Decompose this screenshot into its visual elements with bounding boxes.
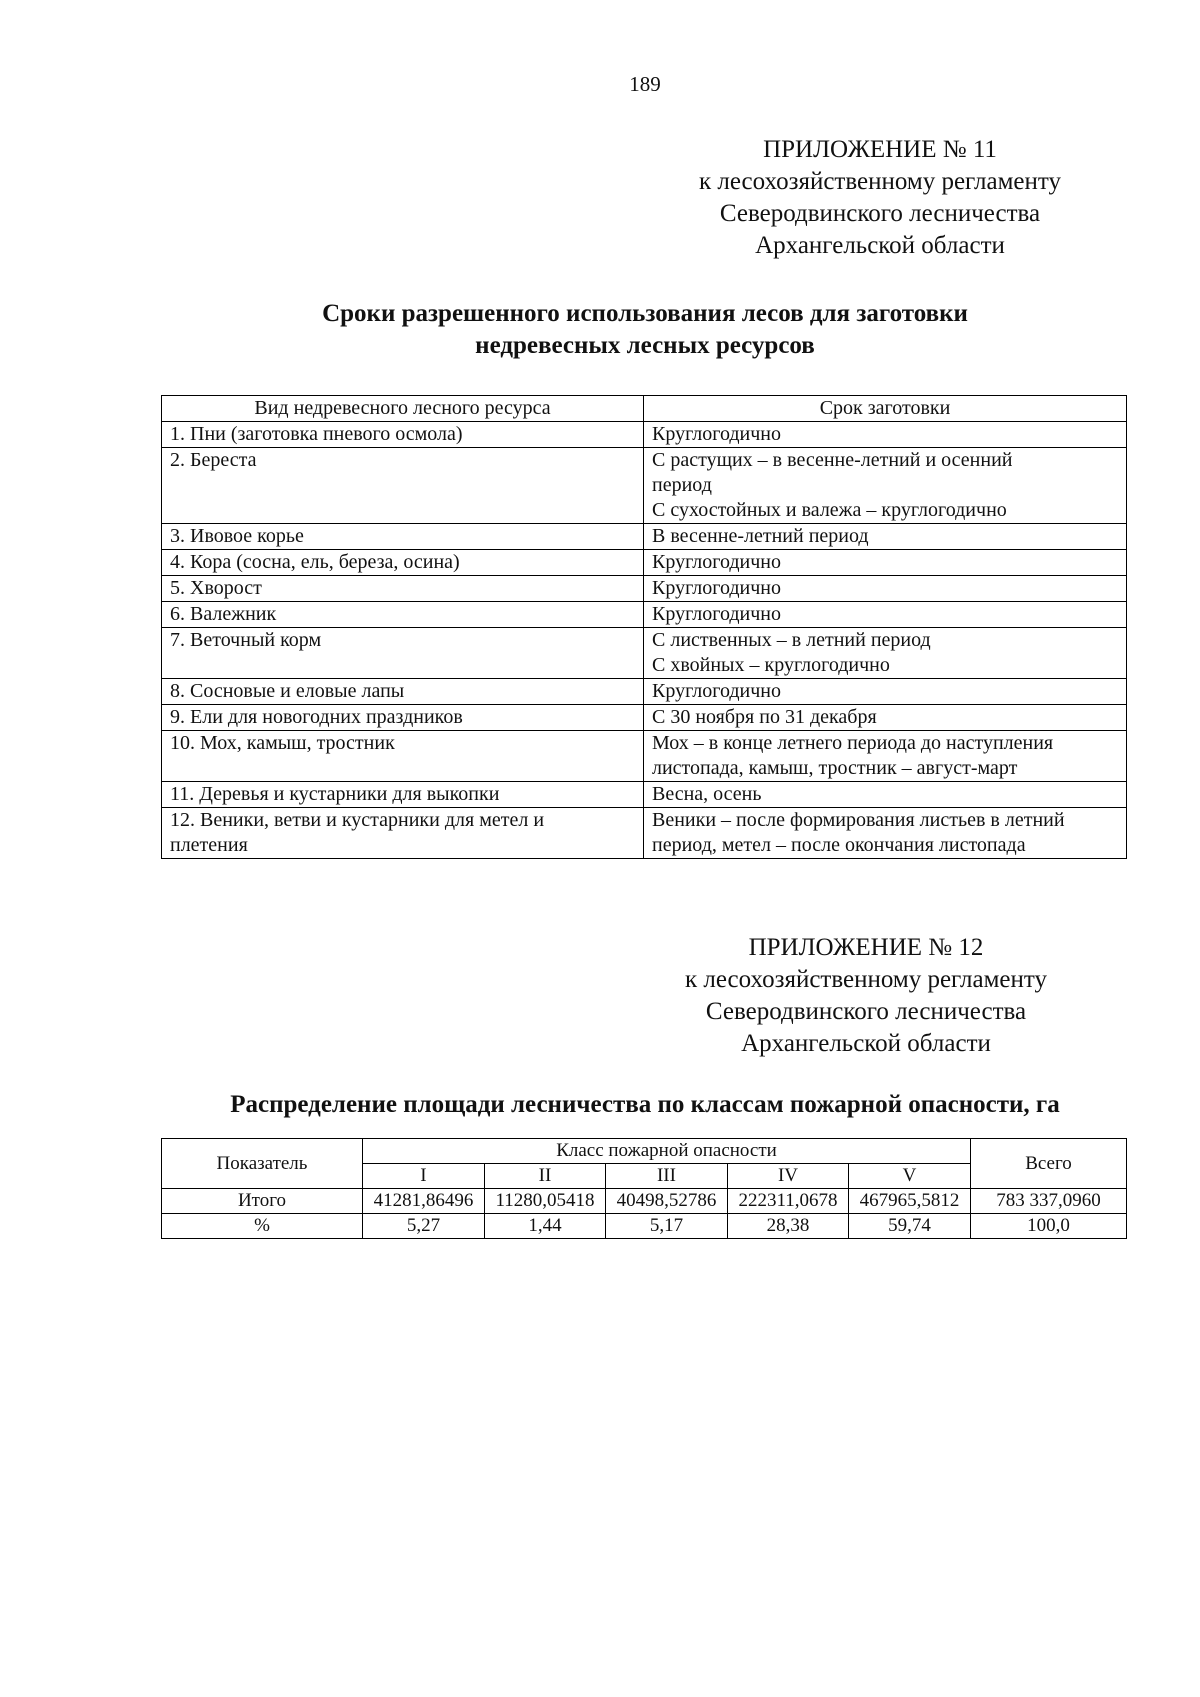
table-11-title-line: Сроки разрешенного использования лесов для заготовки [322, 300, 968, 327]
resource-cell [162, 524, 644, 550]
resource-cell [162, 422, 644, 448]
table-11-title-line: недревесных лесных ресурсов [475, 332, 815, 359]
appendix-12-line: Северодвинского лесничества [705, 998, 1027, 1025]
table-11-title [0, 298, 1200, 362]
term-cell-line: период [652, 474, 712, 496]
column-header-resource: Вид недревесного лесного ресурса [162, 396, 644, 422]
term-cell [644, 576, 1127, 602]
resource-cell-line: 9. Ели для новогодних праздников [170, 706, 463, 728]
table-row [162, 808, 1127, 859]
value-cell: 40498,52786 [606, 1189, 728, 1214]
appendix-11-line: Архангельской области [755, 232, 1005, 259]
total-cell: 783 337,0960 [971, 1189, 1127, 1214]
table-row [162, 524, 1127, 550]
table-11-body [162, 422, 1127, 859]
term-cell-line: Круглогодично [652, 423, 782, 445]
term-cell [644, 602, 1127, 628]
table-12-body [162, 1189, 1127, 1239]
table-12-title: Распределение площади лесничества по классам пожарной опасности, га [230, 1091, 1060, 1118]
resource-cell-line: 1. Пни (заготовка пневого осмола) [170, 423, 463, 445]
class-iii-header: III [606, 1164, 728, 1189]
table-row [162, 705, 1127, 731]
resource-cell-line: 4. Кора (сосна, ель, береза, осина) [170, 551, 460, 573]
term-cell-line: Весна, осень [652, 783, 762, 805]
column-header-term: Срок заготовки [644, 396, 1127, 422]
table-row [162, 1214, 1127, 1239]
term-cell [644, 731, 1127, 782]
value-cell: 59,74 [849, 1214, 971, 1239]
table-row [162, 448, 1127, 524]
page-number: 189 [629, 72, 661, 96]
class-iv-header: IV [727, 1164, 848, 1189]
term-cell-line: Веники – после формирования листьев в летний [652, 809, 1065, 831]
table-row [162, 679, 1127, 705]
term-cell-line: С хвойных – круглогодично [652, 654, 890, 676]
resource-cell-line: плетения [170, 834, 248, 856]
resource-cell-line: 3. Ивовое корье [170, 525, 304, 547]
term-cell [644, 628, 1127, 679]
term-cell-line: Мох – в конце летнего периода до наступления [652, 732, 1054, 754]
total-cell: 100,0 [971, 1214, 1127, 1239]
table-row [162, 602, 1127, 628]
resource-cell [162, 448, 644, 524]
term-cell [644, 524, 1127, 550]
table-row [162, 422, 1127, 448]
resource-cell-line: 8. Сосновые и еловые лапы [170, 680, 405, 702]
table-row [162, 731, 1127, 782]
resource-cell [162, 731, 644, 782]
class-v-header: V [849, 1164, 971, 1189]
term-cell-line: С 30 ноября по 31 декабря [652, 706, 877, 728]
row-label-cell: % [162, 1214, 363, 1239]
appendix-12-line: Архангельской области [741, 1030, 991, 1057]
term-cell-line: С растущих – в весенне-летний и осенний [652, 449, 1013, 471]
class-i-header: I [363, 1164, 485, 1189]
term-cell [644, 808, 1127, 859]
appendix-11-label: ПРИЛОЖЕНИЕ № 11 [763, 136, 997, 163]
fire-danger-table [161, 1138, 1127, 1239]
row-label-cell: Итого [162, 1189, 363, 1214]
value-cell: 11280,05418 [484, 1189, 605, 1214]
resource-cell [162, 808, 644, 859]
appendix-11-line: Северодвинского лесничества [719, 200, 1041, 227]
total-header: Всего [971, 1139, 1127, 1189]
term-cell [644, 422, 1127, 448]
value-cell: 467965,5812 [849, 1189, 971, 1214]
value-cell: 5,17 [606, 1214, 728, 1239]
resource-cell-line: 6. Валежник [170, 603, 277, 625]
class-header: Класс пожарной опасности [363, 1139, 971, 1164]
appendix-11-header [680, 134, 1080, 262]
term-cell [644, 679, 1127, 705]
resource-cell [162, 602, 644, 628]
term-cell-line: Круглогодично [652, 680, 782, 702]
term-cell-line: период, метел – после окончания листопада [652, 834, 1026, 856]
resource-cell [162, 782, 644, 808]
resource-cell [162, 550, 644, 576]
term-cell-line: С сухостойных и валежа – круглогодично [652, 499, 1007, 521]
resource-cell-line: 10. Мох, камыш, тростник [170, 732, 395, 754]
appendix-12-label: ПРИЛОЖЕНИЕ № 12 [748, 934, 984, 961]
appendix-12-header [666, 932, 1066, 1060]
term-cell-line: С лиственных – в летний период [652, 629, 931, 651]
resource-cell [162, 705, 644, 731]
term-cell [644, 782, 1127, 808]
table-row [162, 628, 1127, 679]
term-cell [644, 705, 1127, 731]
term-cell [644, 550, 1127, 576]
table-row [162, 782, 1127, 808]
non-timber-resources-table [161, 395, 1127, 859]
resource-cell [162, 576, 644, 602]
resource-cell-line: 12. Веники, ветви и кустарники для метел и [170, 809, 545, 831]
value-cell: 5,27 [363, 1214, 485, 1239]
table-row [162, 550, 1127, 576]
table-row [162, 576, 1127, 602]
value-cell: 41281,86496 [363, 1189, 485, 1214]
resource-cell-line: 2. Береста [170, 449, 257, 471]
term-cell [644, 448, 1127, 524]
value-cell: 1,44 [484, 1214, 605, 1239]
term-cell-line: В весенне-летний период [652, 525, 869, 547]
appendix-12-line: к лесохозяйственному регламенту [684, 966, 1048, 993]
term-cell-line: Круглогодично [652, 577, 782, 599]
value-cell: 28,38 [727, 1214, 848, 1239]
resource-cell-line: 5. Хворост [170, 577, 262, 599]
value-cell: 222311,0678 [727, 1189, 848, 1214]
term-cell-line: Круглогодично [652, 551, 782, 573]
class-ii-header: II [484, 1164, 605, 1189]
term-cell-line: Круглогодично [652, 603, 782, 625]
resource-cell [162, 628, 644, 679]
table-row [162, 1189, 1127, 1214]
term-cell-line: листопада, камыш, тростник – август-март [652, 757, 1018, 779]
resource-cell-line: 11. Деревья и кустарники для выкопки [170, 783, 500, 805]
appendix-11-line: к лесохозяйственному регламенту [698, 168, 1062, 195]
resource-cell [162, 679, 644, 705]
resource-cell-line: 7. Веточный корм [170, 629, 322, 651]
indicator-header: Показатель [162, 1139, 363, 1189]
